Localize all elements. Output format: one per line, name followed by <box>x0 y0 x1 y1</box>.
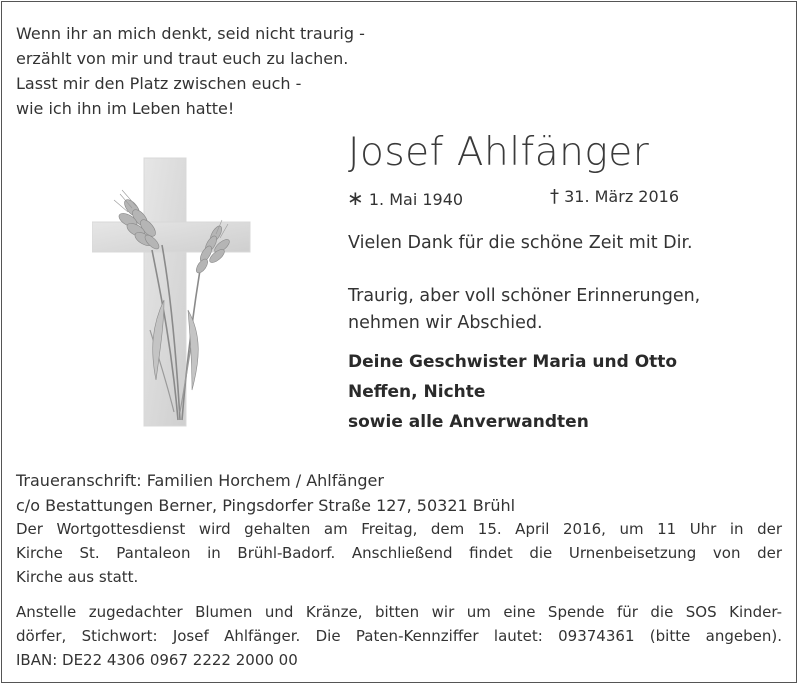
donation-line: dörfer, Stichwort: Josef Ahlfänger. Die Paten-Kennziffer lautet: 09374361 (bitte angeben). <box>16 627 782 645</box>
farewell-line: Traurig, aber voll schöner Erinnerungen, <box>348 286 701 306</box>
service-line: Kirche St. Pantaleon in Brühl-Badorf. Anschließend findet die Urnenbeisetzung von der <box>16 544 782 562</box>
family-line: sowie alle Anverwandten <box>348 412 589 432</box>
service-line: Kirche aus statt. <box>16 568 139 586</box>
birth-star-icon: ∗ <box>347 186 364 210</box>
deceased-name: Josef Ahlfänger <box>348 130 650 175</box>
cross-with-wheat-icon <box>92 150 262 430</box>
farewell-text <box>348 283 700 337</box>
poem-line: Wenn ihr an mich denkt, seid nicht traurig - <box>16 24 365 43</box>
poem-line: Lasst mir den Platz zwischen euch - <box>16 74 302 93</box>
poem-line: erzählt von mir und traut euch zu lachen. <box>16 49 349 68</box>
birth-date-text: 1. Mai 1940 <box>368 190 464 209</box>
death-date <box>550 186 679 207</box>
poem <box>16 21 365 121</box>
death-date-text: 31. März 2016 <box>564 187 680 206</box>
death-cross-icon: † <box>550 186 559 207</box>
iban-line: IBAN: DE22 4306 0967 2222 2000 00 <box>16 651 298 669</box>
service-line: Der Wortgottesdienst wird gehalten am Freitag, dem 15. April 2016, um 11 Uhr in der <box>16 520 782 538</box>
address-line: Traueranschrift: Familien Horchem / Ahlfänger <box>16 471 384 490</box>
poem-line: wie ich ihn im Leben hatte! <box>16 99 235 118</box>
thanks-text: Vielen Dank für die schöne Zeit mit Dir. <box>348 233 693 253</box>
family-signature <box>348 347 677 437</box>
mourning-address <box>16 468 515 518</box>
donation-paragraph <box>16 600 782 672</box>
address-line: c/o Bestattungen Berner, Pingsdorfer Straße 127, 50321 Brühl <box>16 496 516 515</box>
service-paragraph <box>16 517 782 589</box>
birth-date <box>347 186 463 210</box>
family-line: Deine Geschwister Maria und Otto <box>348 352 678 372</box>
farewell-line: nehmen wir Abschied. <box>348 313 543 333</box>
family-line: Neffen, Nichte <box>348 382 486 402</box>
donation-line: Anstelle zugedachter Blumen und Kränze, bitten wir um eine Spende für die SOS Kinder- <box>16 603 782 621</box>
